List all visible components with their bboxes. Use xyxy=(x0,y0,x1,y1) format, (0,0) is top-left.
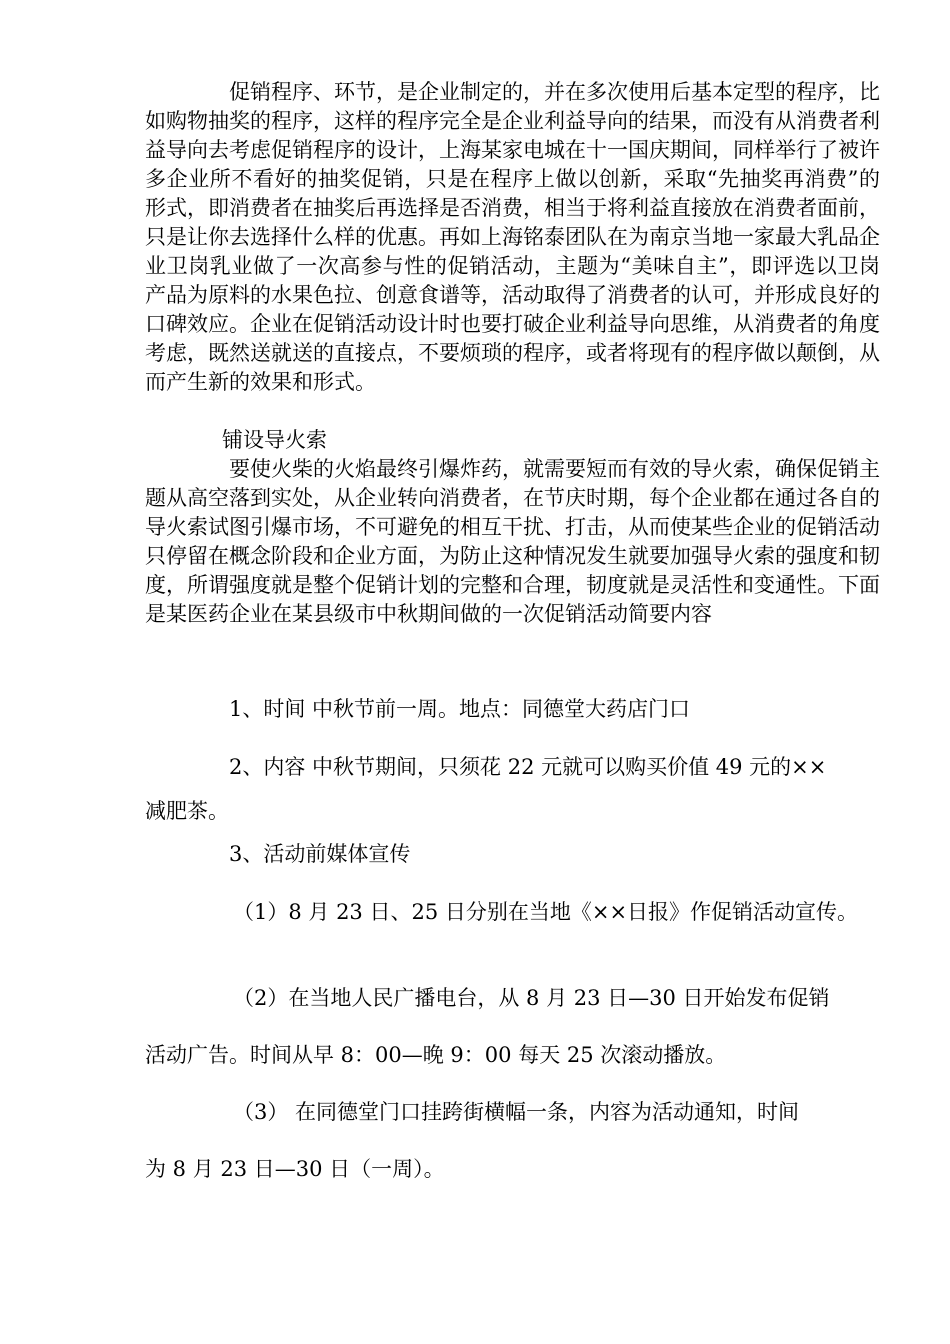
list-item-text: 2、内容 中秋节期间，只须花 22 元就可以购买价值 49 元的×× xyxy=(229,755,827,779)
sub-item-text: （3） 在同德堂门口挂跨街横幅一条，内容为活动通知，时间 xyxy=(233,1100,800,1124)
list-item-media xyxy=(145,840,905,869)
list-item-content xyxy=(145,753,905,782)
paragraph-fuse xyxy=(145,455,880,629)
sub-item-text: （2）在当地人民广播电台，从 8 月 23 日—30 日开始发布促销 xyxy=(233,986,830,1010)
list-item-text: 1、时间 中秋节前一周。地点：同德堂大药店门口 xyxy=(229,697,691,721)
paragraph-promotion-procedure xyxy=(145,78,880,397)
sub-item-radio-continuation: 活动广告。时间从早 8：00—晚 9：00 每天 25 次滚动播放。 xyxy=(145,1043,727,1067)
list-item-content-continuation: 减肥茶。 xyxy=(145,799,229,823)
paragraph-text: 促销程序、环节，是企业制定的，并在多次使用后基本定型的程序，比如购物抽奖的程序，这样的程序完全是企业利益导向的结果，而没有从消费者利益导向去考虑促销程序的设计，上海某家电城在十一国庆期间，同样举行了被许多企业所不看好的抽奖促销，只是在程序上做以创新，采取“先抽奖再消费”的形式，即消费者在抽奖后再选择是否消费，相当于将利益直接放在消费者面前，只是让你去选择什么样的优惠。再如上海铭泰团队在为南京当地一家最大乳品企业卫岗乳业做了一次高参与性的促销活动，主题为“美味自主”，即评选以卫岗产品为原料的水果色拉、创意食谱等，活动取得了消费者的认可，并形成良好的口碑效应。企业在促销活动设计时也要打破企业利益导向思维，从消费者的角度考虑，既然送就送的直接点，不要烦琐的程序，或者将现有的程序做以颠倒，从而产生新的效果和形式。 xyxy=(145,80,880,394)
section-heading: 铺设导火索 xyxy=(222,428,327,452)
sub-item-banner-continuation: 为 8 月 23 日—30 日（一周）。 xyxy=(145,1157,445,1181)
sub-item-newspaper xyxy=(145,898,905,927)
paragraph-text: 要使火柴的火焰最终引爆炸药，就需要短而有效的导火索，确保促销主题从高空落到实处，从企业转向消费者，在节庆时期，每个企业都在通过各自的导火索试图引爆市场，不可避免的相互干扰、打击，从而使某些企业的促销活动只停留在概念阶段和企业方面，为防止这种情况发生就要加强导火索的强度和韧度，所谓强度就是整个促销计划的完整和合理，韧度就是灵活性和变通性。下面是某医药企业在某县级市中秋期间做的一次促销活动简要内容 xyxy=(145,457,880,626)
sub-item-text: （1）8 月 23 日、25 日分别在当地《××日报》作促销活动宣传。 xyxy=(233,900,859,924)
sub-item-radio xyxy=(145,984,905,1013)
list-item-time xyxy=(145,695,905,724)
sub-item-banner xyxy=(145,1098,905,1127)
list-item-text: 3、活动前媒体宣传 xyxy=(229,842,411,866)
